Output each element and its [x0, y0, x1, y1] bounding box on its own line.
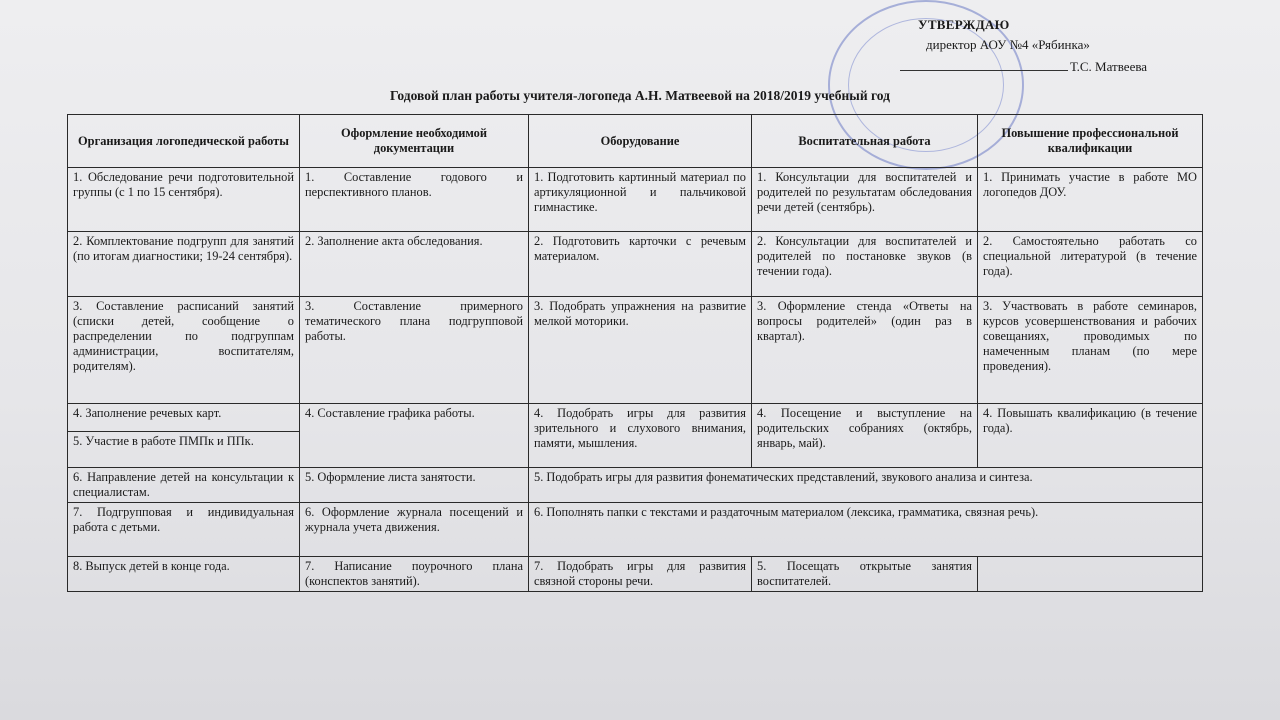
table-header-row [68, 115, 1203, 168]
table-cell: 5. Посещать открытые занятия воспитателей. [752, 557, 978, 592]
table-cell: 8. Выпуск детей в конце года. [68, 557, 300, 592]
table-cell: 3. Оформление стенда «Ответы на вопросы родителей» (один раз в квартал). [752, 297, 978, 404]
table-cell: 2. Самостоятельно работать со специальной литературой (в течение года). [978, 232, 1203, 297]
table-cell: 6. Направление детей на консультации к специалистам. [68, 468, 300, 503]
signature-line [900, 58, 1068, 71]
table-cell: 7. Подобрать игры для развития связной стороны речи. [529, 557, 752, 592]
table-row [68, 297, 1203, 404]
table-row [68, 468, 1203, 503]
table-cell: 2. Консультации для воспитателей и родителей по постановке звуков (в течении года). [752, 232, 978, 297]
header-educational-work: Воспитательная работа [752, 115, 978, 168]
table-cell: 1. Составление годового и перспективного планов. [300, 168, 529, 232]
approval-name: Т.С. Матвеева [1070, 59, 1148, 74]
header-documentation: Оформление необходимой документации [300, 115, 529, 168]
table-row [68, 557, 1203, 592]
table-row [68, 503, 1203, 557]
plan-table [67, 114, 1203, 592]
table-cell: 2. Подготовить карточки с речевым материалом. [529, 232, 752, 297]
table-cell: 3. Участвовать в работе семинаров, курсов усовершенствования и рабочих совещаниях, проводимых по намеченным планам (по мере проведения). [978, 297, 1203, 404]
table-cell: 6. Пополнять папки с текстами и раздаточным материалом (лексика, грамматика, связная речь). [529, 503, 1203, 557]
approval-position: директор АОУ №4 «Рябинка» [926, 37, 1090, 52]
table-cell: 5. Участие в работе ПМПк и ППк. [68, 432, 300, 468]
table-cell: 4. Подобрать игры для развития зрительного и слухового внимания, памяти, мышления. [529, 404, 752, 468]
table-cell: 3. Составление расписаний занятий (списки детей, сообщение о распределении по подгруппам администрации, воспитателям, родителям). [68, 297, 300, 404]
table-cell: 6. Оформление журнала посещений и журнала учета движения. [300, 503, 529, 557]
header-equipment: Оборудование [529, 115, 752, 168]
table-cell: 4. Повышать квалификацию (в течение года). [978, 404, 1203, 468]
table-cell: 1. Подготовить картинный материал по артикуляционной и пальчиковой гимнастике. [529, 168, 752, 232]
header-organization: Организация логопедической работы [68, 115, 300, 168]
table-cell: 4. Посещение и выступление на родительских собраниях (октябрь, январь, май). [752, 404, 978, 468]
table-cell: 2. Комплектование подгрупп для занятий (по итогам диагностики; 19-24 сентября). [68, 232, 300, 297]
table-cell: 4. Составление графика работы. [300, 404, 529, 468]
document-title: Годовой план работы учителя-логопеда А.Н. Матвеевой на 2018/2019 учебный год [390, 88, 890, 103]
approval-signature [900, 58, 1147, 75]
table-cell: 5. Подобрать игры для развития фонематических представлений, звукового анализа и синтеза. [529, 468, 1203, 503]
table-row [68, 232, 1203, 297]
table-cell: 4. Заполнение речевых карт. [68, 404, 300, 432]
table-row [68, 168, 1203, 232]
table-cell: 7. Подгрупповая и индивидуальная работа с детьми. [68, 503, 300, 557]
table-cell: 3. Подобрать упражнения на развитие мелкой моторики. [529, 297, 752, 404]
table-cell: 7. Написание поурочного плана (конспектов занятий). [300, 557, 529, 592]
table-cell: 5. Оформление листа занятости. [300, 468, 529, 503]
table-cell: 1. Консультации для воспитателей и родителей по результатам обследования речи детей (сентябрь). [752, 168, 978, 232]
table-row [68, 404, 1203, 432]
table-cell: 1. Обследование речи подготовительной группы (с 1 по 15 сентября). [68, 168, 300, 232]
table-cell: 1. Принимать участие в работе МО логопедов ДОУ. [978, 168, 1203, 232]
approval-title: УТВЕРЖДАЮ [918, 17, 1010, 32]
table-cell: 3. Составление примерного тематического плана подгрупповой работы. [300, 297, 529, 404]
table-cell: 2. Заполнение акта обследования. [300, 232, 529, 297]
table-cell [978, 557, 1203, 592]
header-qualification: Повышение профессиональной квалификации [978, 115, 1203, 168]
